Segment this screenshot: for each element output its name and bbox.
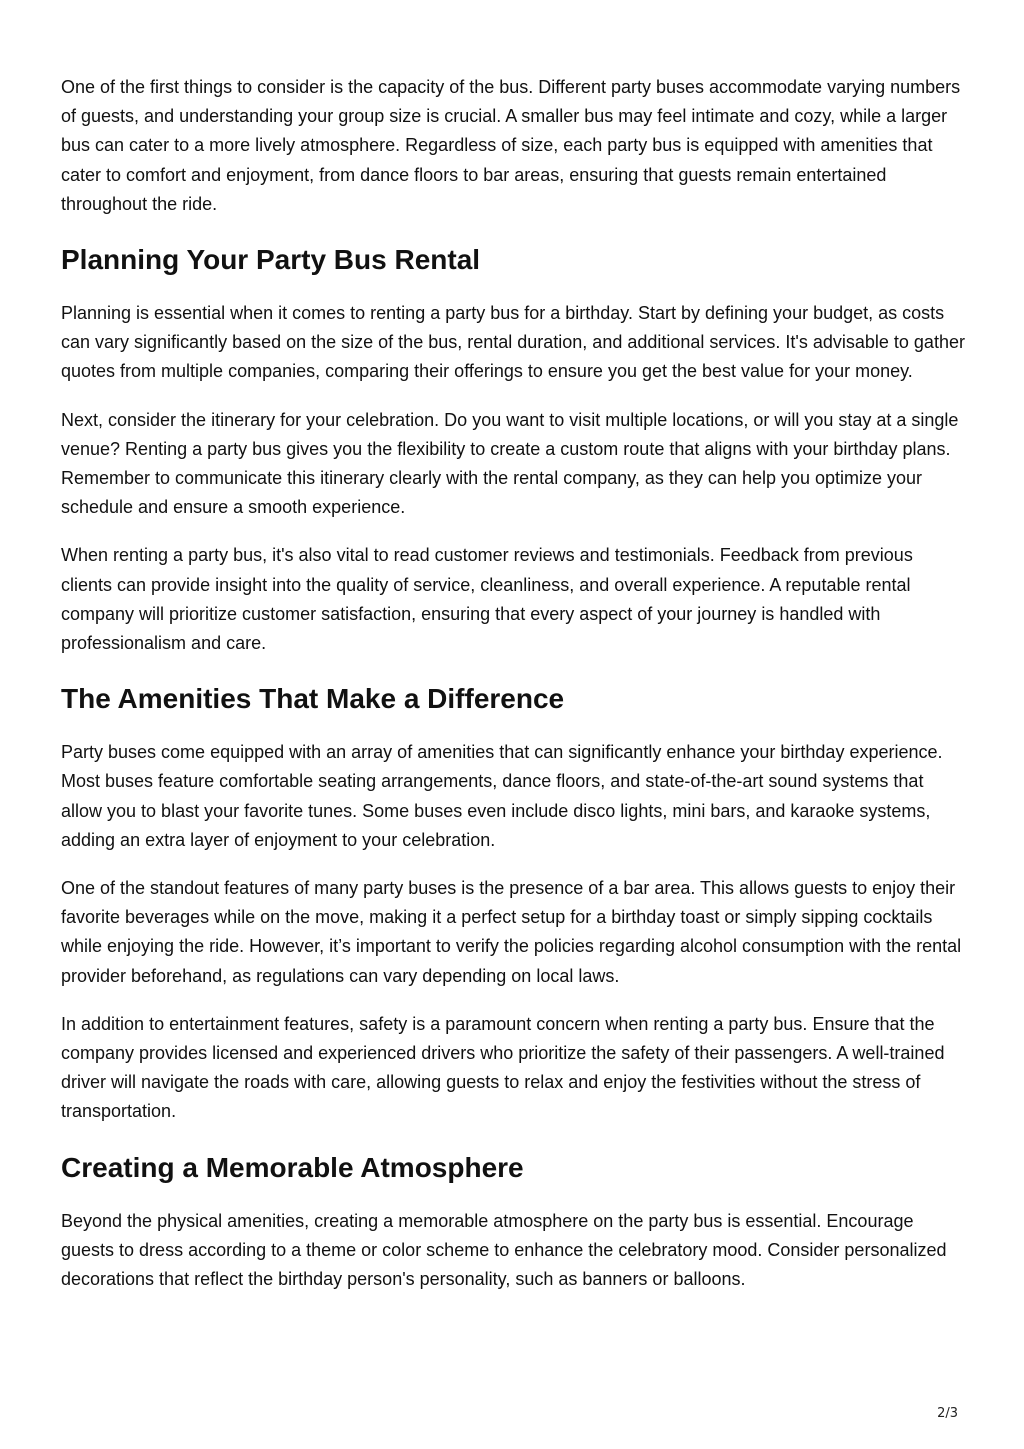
section-heading-atmosphere: Creating a Memorable Atmosphere bbox=[61, 1151, 524, 1183]
document-page bbox=[61, 73, 965, 1294]
paragraph-amenities-bar: One of the standout features of many party buses is the presence of a bar area. This allows guests to enjoy their favorite beverages while on the move, making it a perfect setup for a birthday toast or simply sipping cocktails while enjoying the ride. However, it’s important to verify the policies regarding alcohol consumption with the rental provider beforehand, as regulations can vary depending on local laws. bbox=[61, 878, 962, 986]
section-planning bbox=[61, 243, 965, 658]
intro-paragraph: One of the first things to consider is the capacity of the bus. Different party buses accommodate varying numbers of guests, and understanding your group size is crucial. A smaller bus may feel intimate and cozy, while a larger bus can cater to a more lively atmosphere. Regardless of size, each party bus is equipped with amenities that cater to comfort and enjoyment, from dance floors to bar areas, ensuring that guests remain entertained throughout the ride. bbox=[61, 77, 961, 214]
paragraph-amenities-safety: In addition to entertainment features, safety is a paramount concern when renting a party bus. Ensure that the company provides licensed and experienced drivers who prioritize the safety of their passengers. A well-trained driver will navigate the roads with care, allowing guests to relax and enjoy the festivities without the stress of transportation. bbox=[61, 1013, 945, 1122]
page-number: 2/3 bbox=[937, 1406, 958, 1421]
paragraph-planning-budget: Planning is essential when it comes to renting a party bus for a birthday. Start by defining your budget, as costs can vary significantly based on the size of the bus, rental duration, and additional services. It's advisable to gather quotes from multiple companies, comparing their offerings to ensure you get the best value for your money. bbox=[61, 303, 965, 382]
paragraph-planning-itinerary: Next, consider the itinerary for your celebration. Do you want to visit multiple locations, or will you stay at a single venue? Renting a party bus gives you the flexibility to create a custom route that aligns with your birthday plans. Remember to communicate this itinerary clearly with the rental company, as they can help you optimize your schedule and ensure a smooth experience. bbox=[61, 409, 959, 518]
paragraph-planning-reviews: When renting a party bus, it's also vital to read customer reviews and testimonials. Feedback from previous clients can provide insight into the quality of service, cleanliness, and overall experience. A reputable rental company will prioritize customer satisfaction, ensuring that every aspect of your journey is handled with professionalism and care. bbox=[61, 545, 913, 654]
section-atmosphere bbox=[61, 1151, 965, 1295]
paragraph-amenities-overview: Party buses come equipped with an array of amenities that can significantly enhance your birthday experience. Most buses feature comfortable seating arrangements, dance floors, and state-of-the-art sound systems that allow you to blast your favorite tunes. Some buses even include disco lights, mini bars, and karaoke systems, adding an extra layer of enjoyment to your celebration. bbox=[61, 742, 943, 850]
section-amenities bbox=[61, 682, 965, 1126]
section-heading-amenities: The Amenities That Make a Difference bbox=[61, 683, 565, 715]
section-heading-planning: Planning Your Party Bus Rental bbox=[61, 244, 481, 276]
paragraph-atmosphere-theme: Beyond the physical amenities, creating a memorable atmosphere on the party bus is essential. Encourage guests to dress according to a theme or color scheme to enhance the celebratory mood. Consider personalized decorations that reflect the birthday person's personality, such as banners or balloons. bbox=[61, 1210, 947, 1290]
